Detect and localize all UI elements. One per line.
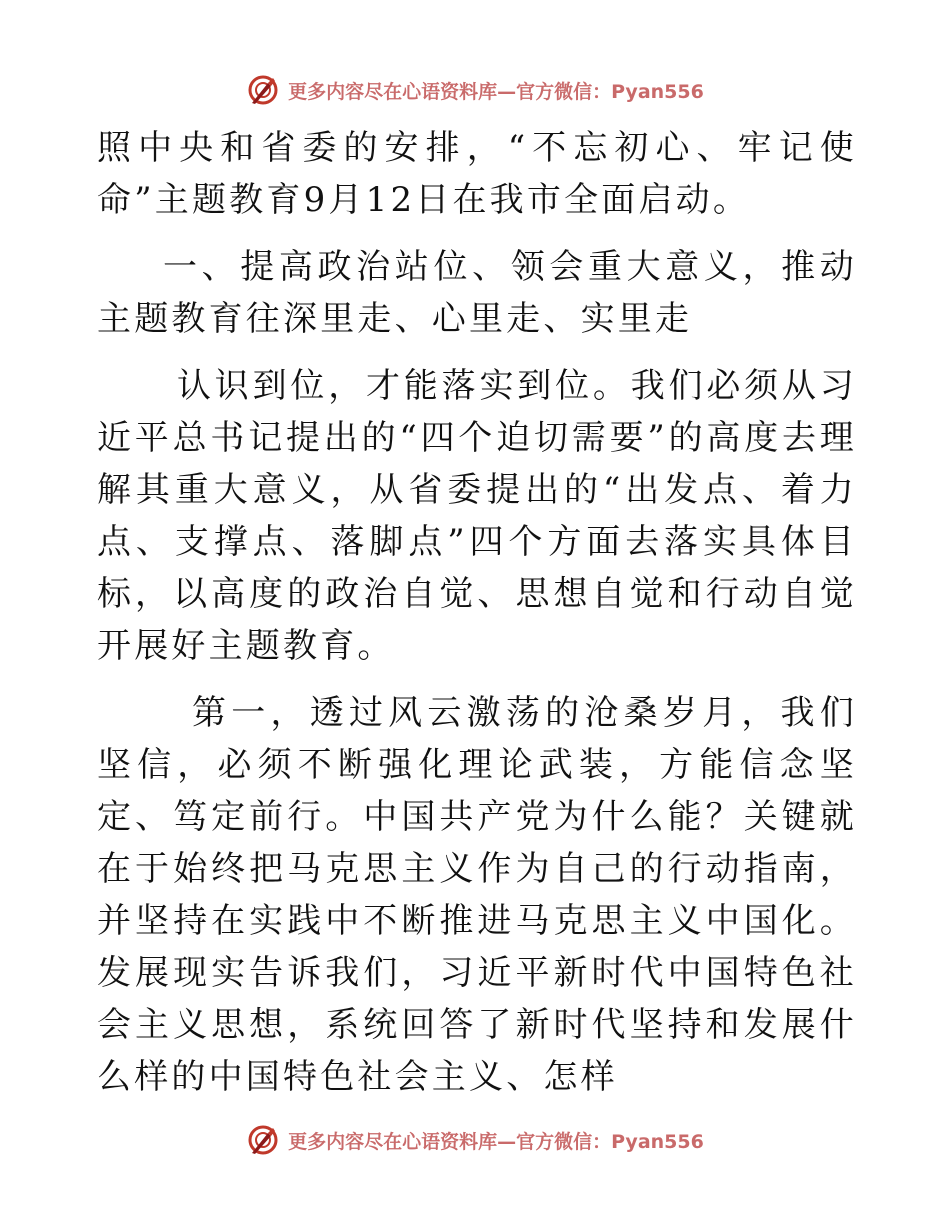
footer-watermark (0, 1120, 950, 1160)
pen-circle-logo-icon (246, 73, 280, 107)
header-watermark (0, 70, 950, 110)
pen-circle-logo-icon (246, 1123, 280, 1157)
paragraph-1: 照中央和省委的安排，“不忘初心、牢记使命”主题教育9月12日在我市全面启动。 (97, 128, 857, 220)
paragraph-2: 认识到位，才能落实到位。我们必须从习近平总书记提出的“四个迫切需要”的高度去理解其重大意义，从省委提出的“出发点、着力点、支撑点、落脚点”四个方面去落实具体目标，以高度的政治自觉、思想自觉和行动自觉开展好主题教育。 (97, 366, 857, 666)
watermark-text: 更多内容尽在心语资料库—官方微信：Pyan556 (288, 80, 704, 103)
document-body (97, 122, 857, 1103)
section-heading: 一、提高政治站位、领会重大意义，推动主题教育往深里走、心里走、实里走 (97, 247, 857, 339)
paragraph-3: 第一，透过风云激荡的沧桑岁月，我们坚信，必须不断强化理论武装，方能信念坚定、笃定前行。中国共产党为什么能？关键就在于始终把马克思主义作为自己的行动指南，并坚持在实践中不断推进马克思主义中国化。发展现实告诉我们，习近平新时代中国特色社会主义思想，系统回答了新时代坚持和发展什么样的中国特色社会主义、怎样 (97, 693, 857, 1097)
watermark-text: 更多内容尽在心语资料库—官方微信：Pyan556 (288, 1130, 704, 1153)
